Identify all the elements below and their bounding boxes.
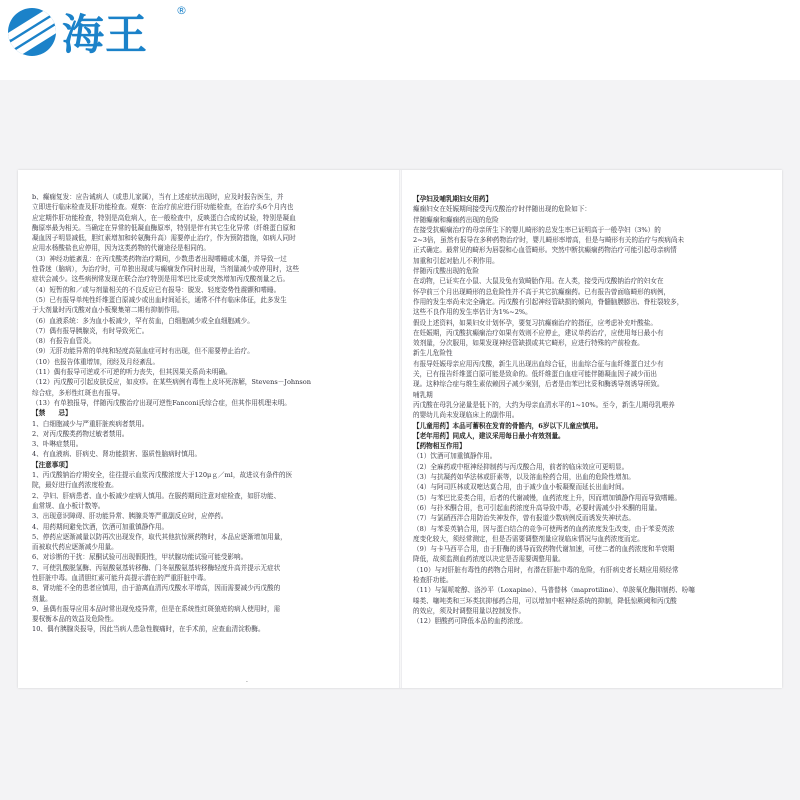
text-line: （10）也报告体重增加，闭经及月经紊乱。 xyxy=(32,357,160,366)
page-fold xyxy=(399,170,402,688)
text-line: （3）与抗凝药如华法林或肝素等，以及溶血栓药合用，出血的危险性增加。 xyxy=(413,473,635,482)
text-line: 应用水杨酸盐也应停用，因为这类药物的代谢途径是相同的。 xyxy=(32,244,211,253)
text-line: 要权衡本品的效益及危险性。 xyxy=(32,615,118,624)
text-line: （6）与扑米酮合用，也可引起血药浓度升高导致中毒，必要时需减少扑米酮的用量。 xyxy=(413,503,662,512)
text-line: 有报导妊娠母亲应用丙戊酸，新生儿出现出血综合征，出血综合征与血纤维蛋白过少有 xyxy=(413,359,664,368)
registered-mark: ® xyxy=(176,4,187,17)
text-line: 应定期作肝功能检查，特别是高危病人，在一般检查中，反映蛋白合成的试验，特别是凝血 xyxy=(32,213,296,222)
text-line: 凝血因子明显减低，胆红素增加和转氨酶升高）需要停止治疗，作为预防措施，如病人同时 xyxy=(32,234,296,243)
text-line: 8、肾功能不全的患者应慎用，由于游离血清丙戊酸水平增高，因而需要减少丙戊酸的 xyxy=(32,584,281,593)
text-line: （10）与对肝脏有毒性的药物合用时，有潜在肝脏中毒的危险，有肝病史者长期应用须经常 xyxy=(413,565,679,574)
text-line: 效剂量，分次服用，如果发现神经管缺损或其它畸形，应进行特殊的产前检查。 xyxy=(413,339,644,348)
text-line: 【孕妇及哺乳期妇女用药】 xyxy=(413,195,493,203)
text-line: （6）血液系统：多为血小板减少，罕有贫血，白细胞减少或全血细胞减少。 xyxy=(32,316,254,325)
text-line: 综合症，多形性红斑也有报导。 xyxy=(32,388,125,397)
text-line: （12）胆酸药可降低本品的血药浓度。 xyxy=(413,617,527,626)
text-line: （11）偶有报导可逆或不可逆的听力丧失，但其因果关系尚未明确。 xyxy=(32,368,232,377)
footer-mark: · xyxy=(246,679,248,686)
text-line: 在动物，已证实在小鼠、大鼠及兔有致畸胎作用。在人类，接受丙戊酸钠治疗的妇女在 xyxy=(413,277,664,286)
brand-header xyxy=(0,0,800,80)
text-line: 降低，故须监测血药浓度以决定是否需要调整用量。 xyxy=(413,555,565,564)
instruction-leaflet xyxy=(18,170,782,688)
text-line: （8）有报告血管炎。 xyxy=(32,337,96,346)
text-line: 症状会减少。这些病例常发现在联合治疗特别是用苯巴比妥或突然增加丙戊酸剂量之后。 xyxy=(32,275,290,284)
text-line: b、癫痫复发：应告诫病人（或患儿家属），当有上述症状出现时，应及时报告医生，并 xyxy=(32,193,284,201)
text-line: 在妊娠期，丙戊酸抗癫痫治疗如果有效则不应停止，建议单药治疗，应使用每日最小有 xyxy=(413,328,664,337)
text-line: （13）有单独报导，伴随丙戊酸治疗出现可逆性Fanconi氏综合症，但其作用机理未明。 xyxy=(32,398,291,407)
text-line: 院，最好进行血药浓度检查。 xyxy=(32,481,118,490)
text-line: 而被取代药应逐渐减少用量。 xyxy=(32,543,118,552)
text-line: 3、卟啉症禁用。 xyxy=(32,440,83,449)
text-line: 2、孕妇、肝病患者、血小板减少症病人慎用。在服药期间注意对症检查，如肝功能、 xyxy=(32,491,281,500)
text-line: （12）丙戊酸可引起皮肤反应，如皮疹。在某些病例有毒性上皮坏死溶解，Stevens－Johnson xyxy=(32,378,312,387)
text-line: 癫痫妇女在妊娠期间接受丙戊酸治疗时伴随出现的危险如下： xyxy=(413,205,592,214)
text-line: 【老年用药】同成人，建议采用每日最小有效剂量。 xyxy=(413,431,565,440)
text-line: 关，已有报告纤维蛋白原可能是致命的。低纤维蛋白血症可能伴随凝血因子减少而出 xyxy=(413,370,657,379)
text-line: （9）与卡马西平合用，由于肝酶的诱导而致药物代谢加速，可使二者的血药浓度和半衰期 xyxy=(413,545,675,554)
text-line: 假设上述资料，如果妇女计划怀孕，要复习抗癫痫治疗的指征，应考虑补充叶酸盐。 xyxy=(413,318,657,327)
text-line: 6、对诊断的干扰：尿酮试验可出现假阳性，甲状腺功能试验可能受影响。 xyxy=(32,553,248,562)
text-line: 检查肝功能。 xyxy=(413,575,453,584)
text-line: 性肝脏中毒。血清胆红素可能升高提示潜在的严重肝脏中毒。 xyxy=(32,573,211,582)
right-column xyxy=(413,194,769,626)
text-line: （11）与氟哌啶醇、洛沙平（Loxapine）、马普替林（maprotiline）、单胺氧化酶抑制药、吩噻 xyxy=(413,586,695,595)
text-line: 1、白细胞减少与严重肝脏疾病者禁用。 xyxy=(32,419,149,428)
text-line: （2）全麻药或中枢神经抑制药与丙戊酸合用，前者的临床效应可更明显。 xyxy=(413,462,629,471)
text-line: （5）与苯巴比妥类合用，后者的代谢减慢，血药浓度上升，因而增加镇静作用而导致嗜睡。 xyxy=(413,493,681,502)
text-line: 3、出现意识障碍、肝功能异常、胰腺炎等严重副反应时，应停药。 xyxy=(32,512,228,521)
text-line: 在接受抗癫痫治疗的母亲所生下的婴儿畸形的总发生率已证明高于一般孕妇（3%）的 xyxy=(413,225,661,234)
text-line: 加重和引起对胎儿不利作用。 xyxy=(413,256,499,265)
text-line: 度变化较大，须经常测定，但是否需要调整剂量应视临床情况与血药浓度而定。 xyxy=(413,534,644,543)
text-line: 7、可使乳酸脱氢酶、丙氨酸氨基转移酶、门冬氨酸氨基转移酶轻度升高并提示无症状 xyxy=(32,563,281,572)
text-line: （7）偶有报导胰腺炎，有时导致死亡。 xyxy=(32,326,149,335)
text-line: 2、对丙戊酸类药物过敏者禁用。 xyxy=(32,429,129,438)
text-line: 4、用药期间避免饮酒，饮酒可加重镇静作用。 xyxy=(32,522,169,531)
text-line: 伴随丙戊酸出现的危险 xyxy=(413,267,479,276)
text-line: 立即进行临床检查及肝功能检查。观察：在治疗前应进行肝功能检查，在治疗头6个月内也 xyxy=(32,203,294,212)
text-line: 伴随癫痫和癫痫药出现的危险 xyxy=(413,215,499,224)
text-line: （8）与苯妥英钠合用，因与蛋白结合的竞争可使两者的血药浓度发生改变，由于苯妥英浓 xyxy=(413,524,675,533)
text-line: 酶原率最为相关。当确定在异常的低凝血酶原率，特别是伴有其它生化异常（纤维蛋白原和 xyxy=(32,223,296,232)
text-line: 2~3倍，虽然有报导在多种药物治疗时，婴儿畸形率增高，但是与畸形有关的治疗与疾病尚未 xyxy=(413,236,685,245)
text-line: 于大剂量时丙戊酸对血小板聚集第二期有抑制作用。 xyxy=(32,306,184,315)
text-line: 嗪类、噻吨类和三环类抗抑郁药合用，可以增加中枢神经系统的抑制，降低惊厥阈和丙戊酸 xyxy=(413,596,677,605)
text-line: 这些不良作用的发生率估计为1%~2%。 xyxy=(413,308,532,317)
text-line: （9）无肝功能异常的单纯和轻度高氨血症可时有出现，但不需要停止治疗。 xyxy=(32,347,254,356)
text-line: 【注意事项】 xyxy=(32,460,72,469)
brand-name: 海王 xyxy=(62,10,149,59)
text-line: 丙戊酸在母乳分泌量是低下的，大约为母亲血清水平的1~10%。至今，新生儿期母乳喂养 xyxy=(413,400,675,409)
text-line: 作用的发生率尚未完全确定。丙戊酸有引起神经管缺损的倾向，脊髓脑膜膨出、脊柱裂较多， xyxy=(413,297,684,306)
text-line: 哺乳期 xyxy=(413,390,433,399)
text-line: 正式确定。最常见的畸形为唇裂和心血管畸形。突然中断抗癫痫药物治疗可能引起母亲病情 xyxy=(413,246,677,255)
text-line: （1）饮酒可加重镇静作用。 xyxy=(413,452,497,461)
text-line: 性昏迷（脑病），为治疗时，可单独出现或与癫痫发作同时出现，当剂量减少或停用时，这些 xyxy=(32,265,300,274)
text-line: （3）神经功能紊乱：在丙戊酸类药物治疗期间，少数患者出现嗜睡或木僵，并导致一过 xyxy=(32,254,287,263)
text-line: 9、虽偶有报导应用本品时常出现免疫异常，但是在系统性红斑狼疮的病人使用时，需 xyxy=(32,604,281,613)
text-line: 10、偶有胰腺炎报导，因此当病人患急性腹痛时，在手术前，应查血清淀粉酶。 xyxy=(32,625,265,634)
text-line: 【禁 忌】 xyxy=(32,409,72,418)
text-line: 【药物相互作用】 xyxy=(413,442,466,451)
text-line: 怀孕前三个月出现畸形的总危险性并不高于其它抗癫痫药。已有报告曾面临畸形的病例， xyxy=(413,287,671,296)
text-line: 的婴幼儿尚未发现临床上的副作用。 xyxy=(413,411,519,420)
text-line: 新生儿危险性 xyxy=(413,349,453,358)
text-line: （5）已有报导单纯性纤维蛋白原减少或出血时间延长，通常不伴有临床体征，此多发生 xyxy=(32,295,287,304)
text-line: （7）与氯硝西泮合用防治失神发作，曾有报道少数病例反而诱发失神状态。 xyxy=(413,514,635,523)
text-line: 4、有血液病、肝病史、肾功能损害、器质性脑病时慎用。 xyxy=(32,450,202,459)
text-line: （4）与阿司匹林或双嘧达莫合用，由于减少血小板凝聚而延长出血时间。 xyxy=(413,483,629,492)
text-line: 1、丙戊酸钠治疗期安全，往往提示血浆丙戊酸浓度大于120μｇ／ml，故进议有条件的医 xyxy=(32,471,293,480)
text-line: 剂量。 xyxy=(32,594,52,603)
text-line: 的效应，须及时调整用量以控制发作。 xyxy=(413,606,526,615)
text-line: （4）短暂的和／或与剂量相关的不良反应已有报导：脱发、轻度姿势性震颤和嗜睡。 xyxy=(32,285,281,294)
haiwang-logo-icon xyxy=(8,8,56,56)
text-line: 现。这种综合症与维生素依赖因子减少案别，后者是由苯巴比妥和酶诱导剂诱导所致。 xyxy=(413,380,664,389)
text-line: 5、停药应逐渐减量以防再次出现发作，取代其他抗惊厥药物时，本品应逐渐增加用量， xyxy=(32,532,287,541)
left-column xyxy=(32,192,388,635)
text-line: 血常规、血小板计数等。 xyxy=(32,501,105,510)
text-line: 【儿童用药】本品可蓄积在发育的骨骼内，6岁以下儿童应慎用。 xyxy=(413,421,603,430)
